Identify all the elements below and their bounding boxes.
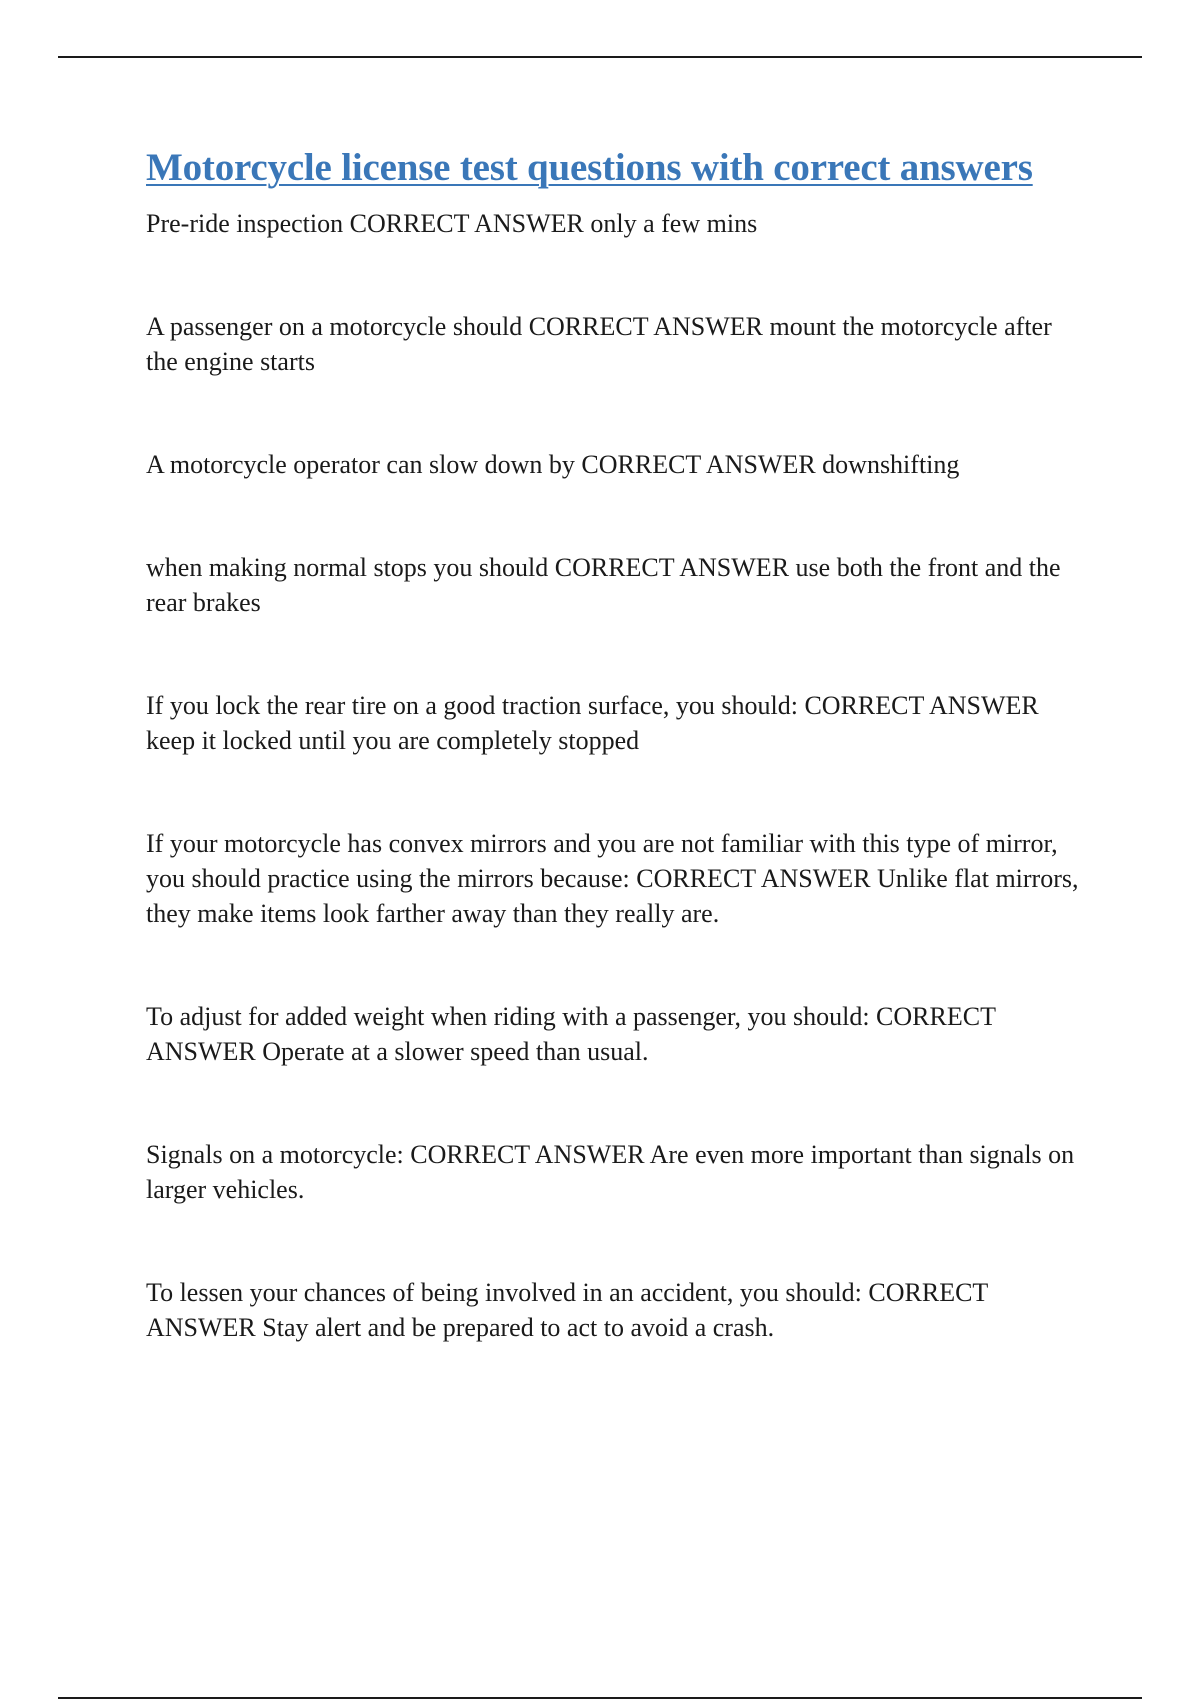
qa-item-6: If your motorcycle has convex mirrors and you are not familiar with this type of mirror, you should practice using the mirrors because: CORRECT ANSWER Unlike flat mirrors, they make items look farther away than they really are. [146,829,1079,928]
qa-item-5: If you lock the rear tire on a good traction surface, you should: CORRECT ANSWER keep it locked until you are completely stopped [146,691,1039,755]
qa-item-4: when making normal stops you should CORRECT ANSWER use both the front and the rear brakes [146,553,1061,617]
qa-item-3: A motorcycle operator can slow down by CORRECT ANSWER downshifting [146,450,960,479]
qa-item-7: To adjust for added weight when riding with a passenger, you should: CORRECT ANSWER Operate at a slower speed than usual. [146,1002,996,1066]
bottom-rule [58,1697,1142,1699]
qa-item-1: Pre-ride inspection CORRECT ANSWER only a few mins [146,209,758,238]
document-title: Motorcycle license test questions with correct answers [146,146,1033,189]
qa-item-2: A passenger on a motorcycle should CORRECT ANSWER mount the motorcycle after the engine starts [146,312,1052,376]
document-content [146,140,1086,1345]
qa-item-8: Signals on a motorcycle: CORRECT ANSWER Are even more important than signals on larger vehicles. [146,1140,1075,1204]
top-rule [58,56,1142,58]
qa-list [146,206,1086,1345]
qa-item-9: To lessen your chances of being involved in an accident, you should: CORRECT ANSWER Stay alert and be prepared to act to avoid a crash. [146,1278,988,1342]
